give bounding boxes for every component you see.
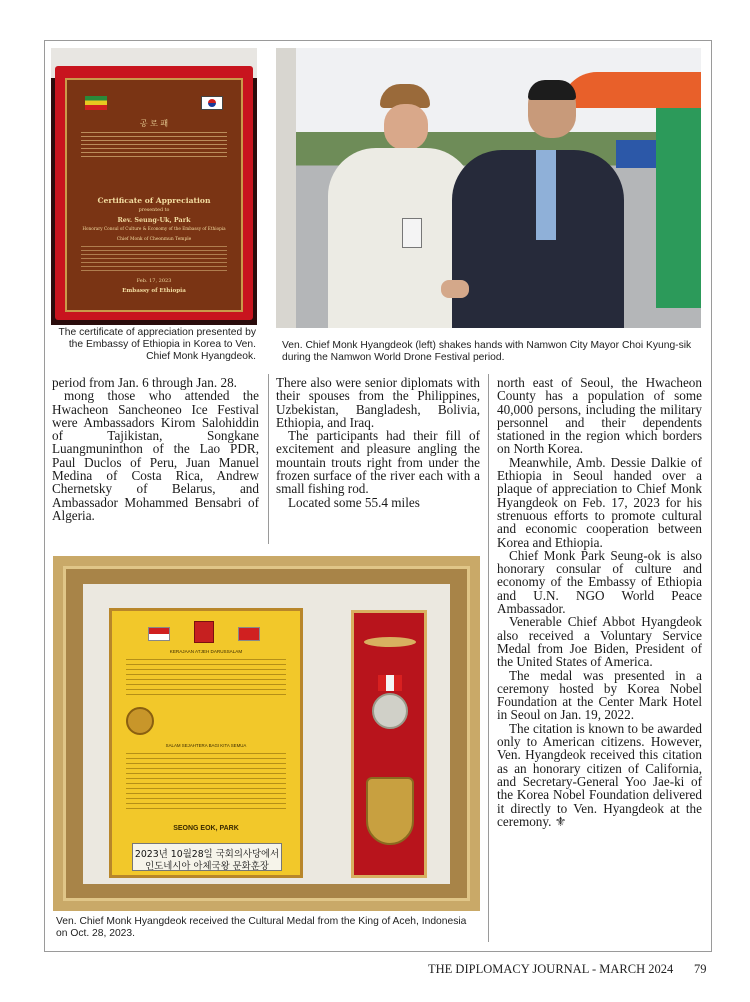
certificate-presented-to: presented to — [138, 208, 170, 213]
plaque-korean-line-1: 2023년 10월28일 국회의사당에서 — [134, 849, 280, 860]
seal-icon — [126, 707, 154, 735]
handshake-caption: Ven. Chief Monk Hyangdeok (left) shakes hands with Namwon City Mayor Choi Kyung-sik during the Namwon World Drone Festival period. — [282, 340, 692, 363]
journal-name: THE DIPLOMACY JOURNAL - MARCH 2024 — [428, 962, 674, 976]
certificate-title: Certificate of Appreciation — [97, 196, 211, 205]
plaque-greeting: SALAM SEJAHTERA BAGI KITA SEMUA — [165, 743, 247, 748]
article-column-3 — [497, 376, 702, 828]
article-paragraph: north east of Seoul, the Hwacheon County has a population of some 40,000 persons, including the military personnel and their dependents stationed in the region which borders on North Korea. — [497, 375, 702, 457]
article-paragraph: The medal was presented in a ceremony hosted by Korea Nobel Foundation at the Center Mark Hotel in Seoul on Jan. 19, 2022. — [497, 667, 702, 723]
article-paragraph: Chief Monk Park Seung-ok is also honorary consular of culture and economy of the Embassy of Ethiopia and U.N. NGO World Peace Ambassador. — [497, 547, 702, 617]
article-paragraph: period from Jan. 6 through Jan. 28. — [52, 375, 237, 390]
article-paragraph: mong those who attended the Hwacheon Sancheoneo Ice Festival were Ambassadors Kirom Salohiddin of Tajikistan, Songkane Luangmuninthon of the Lao PDR, Paul Duclos of Peru, Juan Manuel Medina of Costa Rica, Andrew Chernetsky of Belarus, and Ambassador Mohammed Bensabri of Algeria. — [52, 388, 259, 523]
plaque-kingdom: KERAJAAN ATJEH DARUSSALAM — [169, 649, 243, 654]
page-number: 79 — [694, 962, 707, 976]
article-paragraph: The citation is known to be awarded only to American citizens. However, Ven. Hyangdeok received this citation as an honorary citizen of California, and Secretary-General Yoo Jae-ki of the Korea Nobel Foundation delivered it directly to Ven. Hyangdeok at the ceremony. ⚜ — [497, 720, 702, 829]
article-paragraph: Venerable Chief Abbot Hyangdeok also received a Voluntary Service Medal from Joe Biden, President of the United States of America. — [497, 614, 702, 670]
shield-badge-icon — [366, 777, 414, 845]
medal-icon — [372, 693, 408, 729]
article-paragraph: There also were senior diplomats with their spouses from the Philippines, Uzbekistan, Bangladesh, Bolivia, Ethiopia, and Iraq. — [276, 375, 480, 430]
journal-footer — [428, 962, 688, 977]
article-paragraph: Located some 55.4 miles — [288, 494, 420, 510]
article-column-2 — [276, 376, 480, 509]
column-divider — [488, 374, 489, 942]
plaque-recipient: SEONG EOK, PARK — [173, 825, 239, 832]
article-paragraph: Meanwhile, Amb. Dessie Dalkie of Ethiopia in Seoul handed over a plaque of appreciation to Chief Monk Hyangdeok on Feb. 17, 2023 for his strenuous efforts to promote cultural and economic cooperation between Korea and Ethiopia. — [497, 454, 702, 550]
wings-pin-icon — [364, 637, 416, 647]
aceh-flag-icon — [238, 627, 260, 641]
royal-emblem-icon — [194, 621, 214, 643]
certificate-korean-title: 공 로 패 — [139, 119, 169, 128]
korea-flag-icon — [201, 96, 223, 110]
handshake-photo — [276, 48, 701, 328]
certificate-photo — [51, 48, 257, 325]
certificate-issuer: Embassy of Ethiopia — [122, 288, 186, 294]
medal-caption: Ven. Chief Monk Hyangdeok received the Cultural Medal from the King of Aceh, Indonesia on Oct. 28, 2023. — [56, 916, 467, 939]
article-column-1 — [52, 376, 259, 522]
certificate-org: Chief Monk of Cheonmun Temple — [116, 237, 192, 242]
column-divider — [268, 374, 269, 544]
plaque-korean-line-2: 인도네시아 아체국왕 문화훈장 — [145, 861, 269, 872]
festival-banner — [656, 108, 701, 308]
certificate-caption: The certificate of appreciation presented by the Embassy of Ethiopia in Korea to Ven. Chief Monk Hyangdeok. — [58, 327, 256, 362]
ethiopia-flag-icon — [85, 96, 107, 110]
certificate-role: Honorary Consul of Culture & Economy of the Embassy of Ethiopia — [82, 226, 226, 231]
indonesia-flag-icon — [148, 627, 170, 641]
article-paragraph: The participants had their fill of excitement and pleasure angling the mountain trouts right from under the frozen surface of the river each with a small fishing rod. — [276, 428, 480, 497]
certificate-recipient: Rev. Seung-Uk, Park — [117, 216, 191, 224]
certificate-date: Feb. 17, 2023 — [136, 278, 172, 284]
medal-plaque-photo — [53, 556, 480, 911]
